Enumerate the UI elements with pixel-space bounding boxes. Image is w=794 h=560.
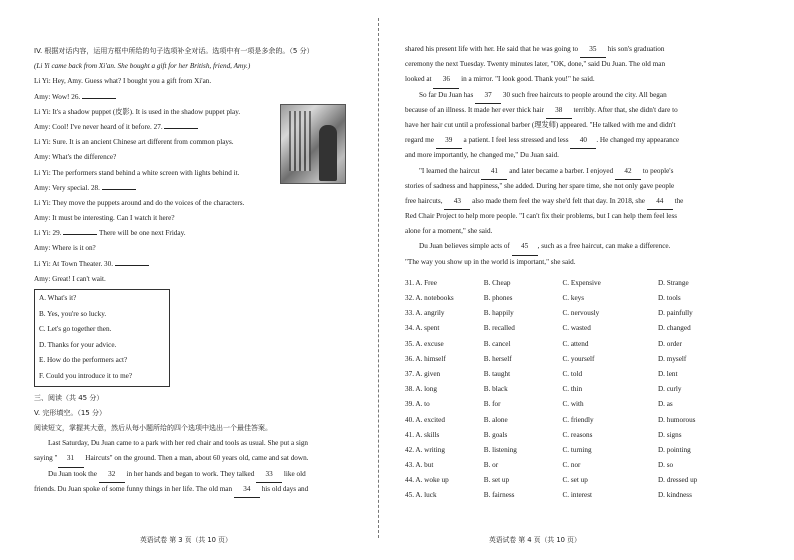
choice-option[interactable]: D. signs <box>657 430 682 439</box>
cloze-choices <box>405 276 717 504</box>
passage-text: his old days and <box>259 484 309 493</box>
choice-option[interactable]: 32. A. notebooks <box>405 294 454 302</box>
passage-text: his son's graduation <box>605 45 665 53</box>
cloze-passage-part1 <box>34 436 356 497</box>
passage-text: shared his present life with her. He said that he was going to <box>405 45 580 53</box>
passage-text: Du Juan took the <box>48 469 99 478</box>
cloze-blank[interactable]: 42 <box>615 164 641 180</box>
choice-option[interactable]: B. taught <box>483 369 511 378</box>
dialogue-text: Amy: Cool! I've never heard of it before. 27. <box>34 122 163 131</box>
cloze-blank[interactable]: 35 <box>580 42 606 58</box>
passage-line <box>34 482 356 497</box>
cloze-blank[interactable]: 32 <box>99 467 125 483</box>
passage-text: free haircuts, <box>405 196 445 205</box>
dialogue-line <box>34 241 356 256</box>
choice-option[interactable]: C. reasons <box>562 430 593 439</box>
choice-option[interactable]: C. friendly <box>562 415 594 424</box>
answer-blank[interactable] <box>63 234 97 235</box>
page-divider <box>378 18 379 538</box>
choice-row <box>405 443 717 458</box>
section3-title: 三、阅读（共 45 分） <box>34 393 104 402</box>
cloze-blank[interactable]: 39 <box>436 133 462 149</box>
choice-option[interactable]: D. dressed up <box>657 476 698 485</box>
passage-line <box>405 42 717 57</box>
choice-option[interactable]: 44. A. woke up <box>405 476 449 485</box>
answer-blank[interactable] <box>82 98 116 99</box>
choice-option[interactable]: 31. A. Free <box>405 278 437 287</box>
passage-text: terribly. After that, she didn't dare to <box>571 105 678 114</box>
dialogue-text: Li Yi: Hey, Amy. Guess what? I bought you a gift from Xi'an. <box>34 77 212 86</box>
choice-option[interactable]: B. phones <box>483 294 513 302</box>
dialogue-line <box>34 211 356 226</box>
choice-option[interactable]: D. curly <box>657 385 682 394</box>
dialogue-line <box>34 90 356 105</box>
passage-line <box>405 224 717 239</box>
section5-title: V. 完形填空。（15 分） <box>34 408 106 417</box>
choice-option[interactable]: C. yourself <box>562 354 595 363</box>
choice-option[interactable]: D. so <box>657 461 674 470</box>
dialogue-text: Li Yi: The performers stand behind a white screen with lights behind it. <box>34 168 240 177</box>
choice-row <box>405 321 717 336</box>
choice-option[interactable]: D. lent <box>657 369 678 378</box>
dialogue-text: Amy: Very special. 28. <box>34 183 100 192</box>
section4-title: IV. 根据对话内容，运用方框中所给的句子选项补全对话。选项中有一项是多余的。（5 分） <box>34 47 314 55</box>
choice-option[interactable]: D. painfully <box>657 309 693 318</box>
passage-text: in her hands and began to work. They talked <box>124 469 257 478</box>
choice-row <box>405 352 717 367</box>
choice-row <box>405 276 717 291</box>
choice-option[interactable]: C. set up <box>562 476 588 485</box>
choice-row <box>405 488 717 503</box>
choice-row <box>405 291 717 306</box>
options-box <box>34 289 170 387</box>
passage-text: and more importantly, he changed me," Du Juan said. <box>405 151 559 160</box>
choice-option[interactable]: 42. A. writing <box>405 445 445 454</box>
choice-option[interactable]: B. black <box>483 385 508 394</box>
choice-row <box>405 306 717 321</box>
choice-option[interactable]: B. herself <box>483 354 512 363</box>
page-3-footer: 英语试卷 第 3 页（共 10 页） <box>140 536 232 544</box>
choice-option[interactable]: C. with <box>562 400 584 409</box>
option-item: D. Thanks for your advice. <box>39 340 117 349</box>
page-4-footer: 英语试卷 第 4 页（共 10 页） <box>489 536 581 544</box>
passage-line <box>34 467 356 482</box>
cloze-blank[interactable]: 34 <box>234 482 260 498</box>
page-4-content <box>405 42 717 504</box>
passage-text: friends. Du Juan spoke of some funny things in her life. The old man <box>34 484 234 493</box>
choice-option[interactable]: 39. A. to <box>405 400 430 409</box>
passage-line <box>405 133 717 148</box>
passage-line <box>405 118 717 133</box>
passage-text: and later became a barber. I enjoyed <box>507 166 615 175</box>
choice-option[interactable]: C. told <box>562 369 583 378</box>
option-item: C. Let's go together then. <box>39 325 112 334</box>
choice-option[interactable]: C. nor <box>562 461 581 470</box>
dialogue-text: Li Yi: At Town Theater. 30. <box>34 259 114 268</box>
passage-text: Red Chair Project to help more people. "I can't fix their problems, but I can help them feel less <box>405 212 678 221</box>
passage-line <box>405 164 717 179</box>
choice-option[interactable]: B. goals <box>483 430 508 439</box>
answer-blank[interactable] <box>102 189 136 190</box>
choice-option[interactable]: B. cancel <box>483 339 511 348</box>
cloze-blank[interactable]: 40 <box>570 133 596 149</box>
dialogue-intro: (Li Yi came back from Xi'an. She bought a gift for her British, friend, Amy.) <box>34 62 251 71</box>
choice-option[interactable]: C. keys <box>562 294 585 302</box>
choice-option[interactable]: D. pointing <box>657 445 691 454</box>
dialogue-line <box>34 196 356 211</box>
choice-row <box>405 413 717 428</box>
choice-option[interactable]: B. Cheap <box>483 278 511 287</box>
passage-line <box>405 194 717 209</box>
passage-text: like old <box>282 469 306 478</box>
passage-line <box>405 72 717 87</box>
cloze-blank[interactable]: 41 <box>481 164 507 180</box>
dialogue-text: Amy: What's the difference? <box>34 153 117 162</box>
choice-option[interactable]: B. fairness <box>483 491 515 500</box>
choice-row <box>405 428 717 443</box>
cloze-blank[interactable]: 43 <box>444 194 470 210</box>
exam-page-4 <box>397 0 794 560</box>
cloze-blank[interactable]: 33 <box>256 467 282 483</box>
passage-line <box>405 179 717 194</box>
cloze-blank[interactable]: 37 <box>475 88 501 104</box>
choice-option[interactable]: 41. A. skills <box>405 430 440 439</box>
passage-text: Haircuts" on the ground. Then a man, about 60 years old, came and sat down. <box>83 454 309 463</box>
passage-text: stories of sadness and happiness," she added. During her spare time, she not only gave people <box>405 181 675 190</box>
cloze-passage-part2 <box>405 42 717 270</box>
choice-row <box>405 382 717 397</box>
choice-option[interactable]: 36. A. himself <box>405 354 446 363</box>
passage-text: , such as a free haircut, can make a difference. <box>537 242 671 251</box>
passage-text: have her hair cut until a professional barber (理发师) appeared. "He talked with me and didn't <box>405 120 676 129</box>
passage-text: regard me <box>405 136 436 145</box>
cloze-blank[interactable]: 31 <box>58 451 84 467</box>
choice-option[interactable]: B. recalled <box>483 324 515 333</box>
dialogue-text: Li Yi: Sure. It is an ancient Chinese art different from common plays. <box>34 138 234 147</box>
choice-row <box>405 337 717 352</box>
passage-text: in a mirror. "I look good. Thank you!" he said. <box>459 75 595 84</box>
choice-option[interactable]: D. tools <box>657 294 681 302</box>
shadow-puppet-photo <box>280 104 346 184</box>
cloze-blank[interactable]: 36 <box>433 72 459 88</box>
choice-option[interactable]: D. Strange <box>657 278 689 287</box>
dialogue-line <box>34 74 356 89</box>
passage-text: because of an illness. It made her ever thick hair <box>405 105 546 114</box>
passage-text: saying " <box>34 454 58 463</box>
choice-option[interactable]: 34. A. spent <box>405 324 440 333</box>
choice-option[interactable]: B. for <box>483 400 501 409</box>
choice-option[interactable]: C. thin <box>562 385 583 394</box>
choice-option[interactable]: 38. A. long <box>405 385 437 394</box>
option-item: F. Could you introduce it to me? <box>39 371 133 380</box>
choice-option[interactable]: C. wasted <box>562 324 591 333</box>
passage-text: looked at <box>405 75 434 84</box>
choice-row <box>405 473 717 488</box>
choice-option[interactable]: 35. A. excuse <box>405 339 444 348</box>
choice-option[interactable]: C. attend <box>562 339 589 348</box>
cloze-instruction: 阅读短文，掌握其大意，然后从每小题所给的四个选项中选出一个最佳答案。 <box>34 423 272 432</box>
choice-option[interactable]: D. myself <box>657 354 687 363</box>
passage-line <box>405 57 717 72</box>
cloze-blank[interactable]: 44 <box>647 194 673 210</box>
answer-blank[interactable] <box>115 265 149 266</box>
choice-option[interactable]: C. interest <box>562 491 593 500</box>
passage-text: a patient. I feel less stressed and less <box>461 136 571 145</box>
dialogue-line <box>34 226 356 241</box>
passage-text: Du Juan believes simple acts of <box>419 242 512 251</box>
dialogue-line <box>34 272 356 287</box>
choice-option[interactable]: D. order <box>657 339 682 348</box>
passage-line <box>405 255 717 270</box>
choice-row <box>405 367 717 382</box>
dialogue-text: Amy: It must be interesting. Can I watch it here? <box>34 214 175 223</box>
choice-option[interactable]: 40. A. excited <box>405 415 445 424</box>
passage-text: "I learned the haircut <box>419 166 482 175</box>
choice-option[interactable]: C. Expensive <box>562 278 601 287</box>
choice-option[interactable]: C. turning <box>562 445 592 454</box>
dialogue-line <box>34 257 356 272</box>
choice-option[interactable]: B. set up <box>483 476 510 485</box>
passage-text: So far Du Juan has <box>419 90 476 99</box>
choice-row <box>405 458 717 473</box>
passage-line <box>34 451 356 466</box>
dialogue-text: Amy: Wow! 26. <box>34 92 81 101</box>
choice-row <box>405 397 717 412</box>
dialogue-text: Li Yi: 29. <box>34 229 62 238</box>
choice-option[interactable]: C. nervously <box>562 309 600 318</box>
choice-option[interactable]: D. humorous <box>657 415 696 424</box>
choice-option[interactable]: 33. A. angrily <box>405 309 445 318</box>
dialogue-text: Amy: Where is it on? <box>34 244 96 253</box>
passage-line <box>405 88 717 103</box>
option-item: E. How do the performers act? <box>39 356 128 365</box>
passage-text: 30 such free haircuts to people around the city. All began <box>501 90 667 99</box>
choice-option[interactable]: 45. A. luck <box>405 491 437 500</box>
choice-option[interactable]: D. kindness <box>657 491 692 500</box>
passage-text: to people's <box>640 166 674 175</box>
passage-line <box>405 209 717 224</box>
choice-option[interactable]: D. changed <box>657 324 691 333</box>
choice-option[interactable]: B. listening <box>483 445 517 454</box>
choice-option[interactable]: 37. A. given <box>405 369 441 378</box>
option-item: B. Yes, you're so lucky. <box>39 309 107 318</box>
passage-line <box>405 148 717 163</box>
passage-text: "The way you show up in the world is important," she said. <box>405 257 576 266</box>
cloze-blank[interactable]: 45 <box>512 239 538 255</box>
passage-text: ceremony the next Tuesday. Twenty minutes later, "OK, done," said Du Juan. The old man <box>405 60 666 69</box>
choice-option[interactable]: D. as <box>657 400 673 409</box>
passage-text: . He changed my appearance <box>596 136 680 145</box>
dialogue-text: Amy: Great! I can't wait. <box>34 274 106 283</box>
passage-text: the <box>672 196 684 205</box>
passage-text: Last Saturday, Du Juan came to a park with her red chair and tools as usual. She put a sign <box>48 439 309 448</box>
answer-blank[interactable] <box>164 128 198 129</box>
option-item: A. What's it? <box>39 294 77 302</box>
choice-option[interactable]: B. alone <box>483 415 508 424</box>
dialogue-text-after: There will be one next Friday. <box>97 229 186 238</box>
cloze-blank[interactable]: 38 <box>546 103 572 119</box>
passage-text: alone for a moment," she said. <box>405 227 493 236</box>
dialogue-text: Li Yi: They move the puppets around and do the voices of the characters. <box>34 198 245 207</box>
passage-line <box>405 239 717 254</box>
choice-option[interactable]: B. happily <box>483 309 514 318</box>
dialogue-text: Li Yi: It's a shadow puppet (皮影). It is used in the shadow puppet play. <box>34 107 241 116</box>
passage-text: also made them feel the way she'd felt that day. In 2018, she <box>470 196 647 205</box>
passage-line <box>34 436 356 451</box>
choice-option[interactable]: B. or <box>483 461 499 470</box>
passage-line <box>405 103 717 118</box>
choice-option[interactable]: 43. A. but <box>405 461 434 470</box>
